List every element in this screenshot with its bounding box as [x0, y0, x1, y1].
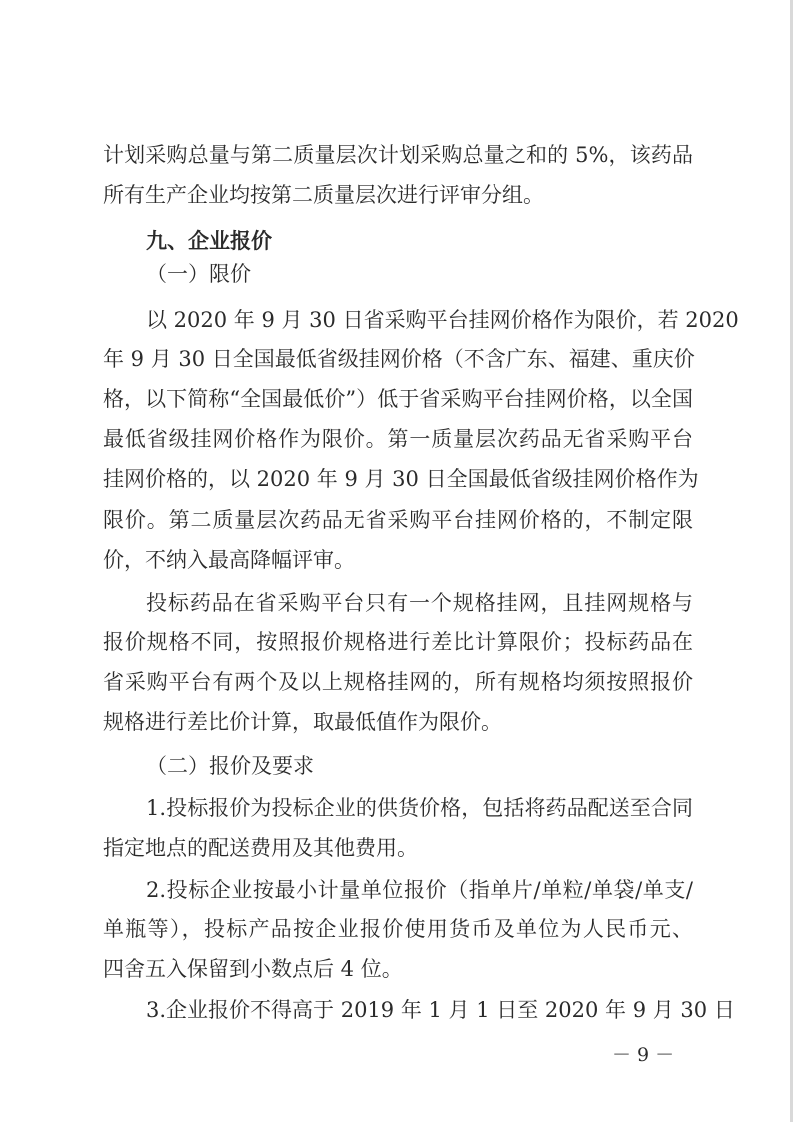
body-line: 最低省级挂网价格作为限价。第一质量层次药品无省采购平台: [103, 427, 693, 451]
body-line: 1.投标报价为投标企业的供货价格，包括将药品配送至合同: [146, 796, 693, 820]
body-line: 限价。第二质量层次药品无省采购平台挂网价格的，不制定限: [103, 508, 693, 532]
body-line: 指定地点的配送费用及其他费用。: [103, 836, 418, 860]
body-line: 格，以下简称“全国最低价”）低于省采购平台挂网价格，以全国: [103, 387, 693, 411]
subsection-heading: （二）报价及要求: [146, 754, 314, 778]
body-line: 3.企业报价不得高于 2019 年 1 月 1 日至 2020 年 9 月 30 日: [146, 998, 735, 1022]
body-line: 挂网价格的，以 2020 年 9 月 30 日全国最低省级挂网价格作为: [103, 467, 699, 491]
body-line: 单瓶等），投标产品按企业报价使用货币及单位为人民币元、: [103, 917, 693, 941]
body-line: 计划采购总量与第二质量层次计划采购总量之和的 5%，该药品: [103, 143, 693, 167]
body-line: 省采购平台有两个及以上规格挂网的，所有规格均须按照报价: [103, 670, 693, 694]
body-line: 规格进行差比价计算，取最低值作为限价。: [103, 710, 502, 734]
body-line: 四舍五入保留到小数点后 4 位。: [103, 957, 403, 981]
body-line: 以 2020 年 9 月 30 日省采购平台挂网价格作为限价，若 2020: [146, 308, 739, 332]
section-heading: 九、企业报价: [146, 229, 272, 253]
subsection-heading: （一）限价: [146, 262, 251, 286]
body-line: 价，不纳入最高降幅评审。: [103, 548, 355, 572]
page-number: － 9 －: [612, 1044, 675, 1066]
body-line: 2.投标企业按最小计量单位报价（指单片/单粒/单袋/单支/: [146, 878, 693, 902]
body-line: 所有生产企业均按第二质量层次进行评审分组。: [103, 183, 544, 207]
body-line: 年 9 月 30 日全国最低省级挂网价格（不含广东、福建、重庆价: [103, 347, 695, 371]
body-line: 投标药品在省采购平台只有一个规格挂网，且挂网规格与: [146, 591, 693, 615]
body-line: 报价规格不同，按照报价规格进行差比计算限价；投标药品在: [103, 630, 693, 654]
